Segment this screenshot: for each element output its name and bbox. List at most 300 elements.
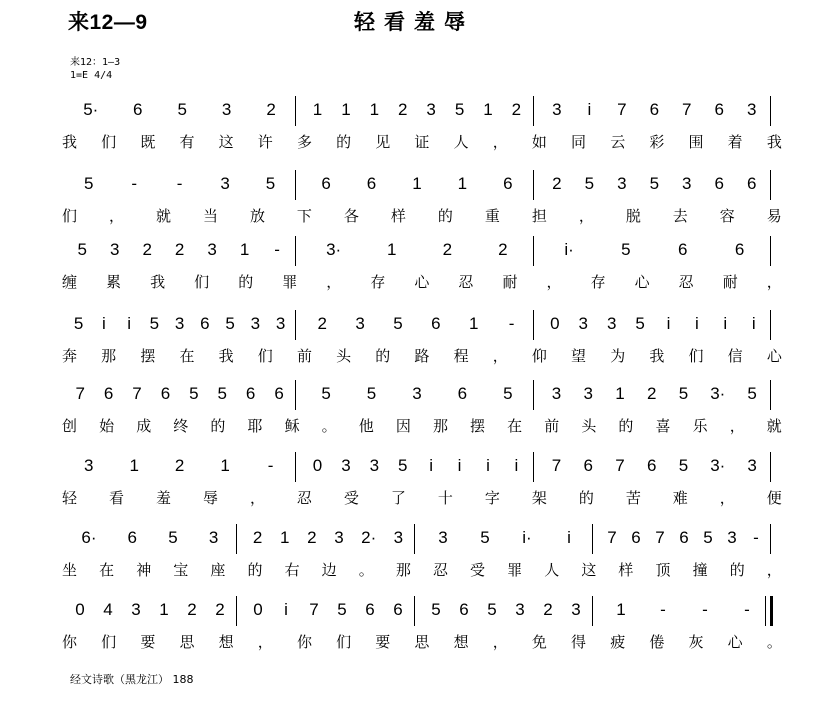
lyric-char: 彩 (649, 133, 665, 151)
lyric-char: 在 (179, 347, 195, 365)
note: - (702, 600, 708, 619)
note: 5 (480, 528, 490, 547)
lyric-char: 证 (414, 133, 430, 151)
note: 2 (317, 314, 327, 333)
scripture-reference: 来12：1—3 (70, 57, 121, 68)
music-system (62, 452, 782, 518)
note: 0 (75, 600, 85, 619)
note: 3 (369, 456, 380, 475)
note: 1 (220, 456, 230, 475)
note: 5 (487, 600, 497, 619)
note: 5 (83, 174, 94, 193)
note: 6 (457, 384, 468, 403)
note: 1 (312, 100, 323, 119)
lyric-char: 乐 (692, 417, 708, 435)
note: 1 (279, 528, 290, 547)
note: 3· (710, 456, 726, 475)
lyric-char: 的 (247, 561, 263, 579)
song-title: 轻看羞辱 (354, 9, 474, 34)
note: 7 (682, 100, 692, 119)
note: 7 (551, 456, 562, 475)
lyric-char: 易 (766, 207, 782, 225)
note: 5 (635, 314, 645, 333)
note: 6 (103, 384, 114, 403)
lyric-char: 得 (571, 633, 587, 651)
note: - (660, 600, 666, 619)
lyric-char: 了 (390, 489, 406, 507)
note: 5 (77, 240, 87, 259)
lyric-char: 仰 (531, 347, 547, 365)
lyric-char: 放 (249, 207, 265, 225)
barline (770, 170, 771, 200)
lyrics-line (62, 271, 782, 293)
lyric-char: 信 (727, 347, 743, 365)
note: 6· (81, 528, 97, 547)
measure (422, 524, 590, 552)
music-system (62, 170, 782, 236)
lyric-char: 容 (719, 207, 735, 225)
lyric-char: 各 (343, 207, 359, 225)
note: 6 (321, 174, 331, 193)
note: 5 (225, 314, 235, 333)
music-system (62, 524, 782, 590)
lyric-char: 头 (336, 347, 352, 365)
note: 4 (103, 600, 113, 619)
note: 2 (174, 456, 185, 475)
measure (303, 96, 530, 124)
note: 5 (454, 100, 465, 119)
final-barline-thin (765, 596, 766, 626)
lyric-char: 座 (210, 561, 226, 579)
lyric-char: 重 (484, 207, 500, 225)
lyric-char: 因 (395, 417, 411, 435)
note: 2 (442, 240, 453, 259)
note: i (514, 456, 519, 475)
note: 3 (426, 100, 436, 119)
note: 3 (109, 240, 120, 259)
note: 2 (142, 240, 152, 259)
barline (414, 524, 415, 554)
lyric-char: 我 (649, 347, 665, 365)
lyric-char: 我 (62, 133, 78, 151)
lyric-char: 我 (766, 133, 782, 151)
note: 5 (393, 314, 403, 333)
lyric-char: 的 (578, 489, 594, 507)
note: i (429, 456, 434, 475)
note: 1 (469, 314, 479, 333)
note: 5 (703, 528, 713, 547)
measure (303, 380, 530, 408)
note: 7 (75, 384, 85, 403)
lyric-char: 担 (531, 207, 547, 225)
lyric-char: 字 (484, 489, 500, 507)
note: 3 (552, 100, 562, 119)
note: 0 (312, 456, 323, 475)
note: 3 (334, 528, 344, 547)
lyric-char: 耐 (502, 273, 518, 291)
note: 3 (275, 314, 286, 333)
note: - (176, 174, 183, 193)
note: 1 (615, 384, 625, 403)
note: 1 (369, 100, 380, 119)
lyrics-line (62, 131, 782, 153)
note: 6 (200, 314, 210, 333)
barline (592, 524, 593, 554)
lyric-char: 宝 (173, 561, 189, 579)
lyrics-line (62, 631, 782, 653)
lyric-char: 人 (544, 561, 560, 579)
lyrics-line (62, 345, 782, 367)
lyric-char: 他 (358, 417, 374, 435)
note: 5 (366, 384, 377, 403)
music-system (62, 236, 782, 302)
note: 5 (584, 174, 595, 193)
lyric-char: ， (257, 633, 273, 651)
lyric-char: 脱 (625, 207, 641, 225)
lyric-char: 人 (453, 133, 469, 151)
note: 3 (682, 174, 692, 193)
measure (541, 452, 768, 480)
lyric-char: 架 (531, 489, 547, 507)
lyric-char: 忍 (296, 489, 312, 507)
lyric-char: 耐 (722, 273, 738, 291)
lyric-char: 羞 (155, 489, 171, 507)
note: 5 (265, 174, 276, 193)
lyric-char: 思 (179, 633, 195, 651)
note: 3 (551, 384, 562, 403)
note: i (486, 456, 490, 475)
measure (303, 236, 530, 264)
note: 6 (503, 174, 513, 193)
measure (541, 380, 768, 408)
barline (533, 452, 534, 482)
note: 3 (515, 600, 525, 619)
note: 2 (646, 384, 657, 403)
note: 3 (355, 314, 365, 333)
note: 1 (341, 100, 351, 119)
note: 3 (208, 528, 219, 547)
lyric-char: 望 (571, 347, 587, 365)
note: 5 (189, 384, 199, 403)
lyric-char: 你 (296, 633, 312, 651)
note: 5 (431, 600, 441, 619)
lyric-char: 既 (140, 133, 156, 151)
lyric-char: 就 (155, 207, 171, 225)
note: 5 (149, 314, 160, 333)
lyric-char: 神 (136, 561, 152, 579)
lyric-char: 创 (62, 417, 78, 435)
lyric-char: 终 (173, 417, 189, 435)
note: 5 (73, 314, 84, 333)
barline (770, 452, 771, 482)
note: 6 (459, 600, 469, 619)
lyric-char: 辱 (202, 489, 218, 507)
measure (600, 524, 768, 552)
lyric-char: ， (729, 417, 745, 435)
note: 3 (393, 528, 404, 547)
barline (770, 236, 771, 266)
note: i (666, 314, 671, 333)
note: 1 (483, 100, 493, 119)
lyric-char: 样 (390, 207, 406, 225)
note: 6 (714, 100, 724, 119)
lyric-char: 心 (634, 273, 650, 291)
note: 5 (168, 528, 178, 547)
note: 2 (543, 600, 553, 619)
barline (770, 380, 771, 410)
note: 3 (606, 314, 617, 333)
lyric-char: 灰 (688, 633, 704, 651)
lyric-char: 十 (437, 489, 453, 507)
lyric-char: 要 (140, 633, 156, 651)
note: 6 (393, 600, 403, 619)
measure (303, 170, 530, 198)
lyric-char: 。 (358, 561, 374, 579)
lyric-char: 前 (296, 347, 312, 365)
lyric-char: 这 (218, 133, 234, 151)
measure (66, 170, 293, 198)
lyric-char: 受 (343, 489, 359, 507)
note: i (695, 314, 699, 333)
lyric-char: 的 (238, 273, 254, 291)
lyric-char: 心 (766, 347, 782, 365)
note: 2 (552, 174, 562, 193)
lyric-char: 那 (395, 561, 411, 579)
lyric-char: 为 (610, 347, 626, 365)
lyric-char: 在 (507, 417, 523, 435)
lyric-char: 我 (150, 273, 166, 291)
note: 5 (678, 384, 689, 403)
lyric-char: 摆 (470, 417, 486, 435)
lyric-char: 头 (581, 417, 597, 435)
barline (533, 310, 534, 340)
note: i (751, 314, 756, 333)
measure (600, 596, 768, 624)
note: 6 (583, 456, 593, 475)
lyric-char: 下 (296, 207, 312, 225)
note: i (723, 314, 728, 333)
lyric-char: ， (546, 273, 562, 291)
note: 5 (649, 174, 660, 193)
note: 3 (221, 100, 232, 119)
lyric-char: 顶 (655, 561, 671, 579)
lyric-char: 心 (414, 273, 430, 291)
lyric-char: 耶 (247, 417, 263, 435)
barline (236, 596, 237, 626)
note: 3 (578, 314, 588, 333)
music-system (62, 596, 782, 662)
lyric-char: 们 (688, 347, 704, 365)
note: i (567, 528, 571, 547)
note: 1 (412, 174, 422, 193)
note: 6 (365, 600, 375, 619)
note: 1 (159, 600, 169, 619)
lyric-char: 缠 (62, 273, 78, 291)
music-system (62, 310, 782, 376)
note: i (284, 600, 288, 619)
note: 2 (498, 240, 508, 259)
note: 3 (571, 600, 581, 619)
note: 3 (583, 384, 593, 403)
lyric-char: 许 (257, 133, 273, 151)
barline (295, 170, 296, 200)
note: 6 (649, 100, 660, 119)
lyric-char: 就 (766, 417, 782, 435)
lyric-char: 你 (62, 633, 78, 651)
lyric-char: 受 (470, 561, 486, 579)
note: 3 (746, 100, 757, 119)
note: i· (522, 528, 532, 547)
note: 2 (398, 100, 408, 119)
lyric-char: 路 (414, 347, 430, 365)
lyric-char: 的 (437, 207, 453, 225)
lyric-char: 们 (101, 633, 117, 651)
note: 6 (160, 384, 171, 403)
note: - (267, 456, 274, 475)
note: 3 (174, 314, 185, 333)
lyric-char: 着 (727, 133, 743, 151)
song-number: 来12—9 (68, 11, 148, 34)
lyric-char: 们 (336, 633, 352, 651)
lyric-char: 喜 (655, 417, 671, 435)
lyric-char: 去 (672, 207, 688, 225)
lyric-char: 同 (571, 133, 587, 151)
note: 6 (746, 174, 757, 193)
note: 7 (607, 528, 617, 547)
lyric-char: 我 (218, 347, 234, 365)
note: 6 (133, 100, 143, 119)
note: 7 (617, 100, 627, 119)
note: 5 (321, 384, 331, 403)
lyric-char: 罪 (507, 561, 523, 579)
barline (236, 524, 237, 554)
note: 1 (129, 456, 139, 475)
lyric-char: 看 (108, 489, 124, 507)
lyric-char: 。 (321, 417, 337, 435)
lyric-char: 如 (531, 133, 547, 151)
note: 1 (457, 174, 468, 193)
lyric-char: 轻 (62, 489, 78, 507)
note: 2 (252, 528, 263, 547)
lyric-char: 们 (62, 207, 78, 225)
lyric-char: ， (249, 489, 265, 507)
lyric-char: ， (719, 489, 735, 507)
measure (541, 170, 768, 198)
note: 7 (309, 600, 319, 619)
note: 0 (253, 600, 263, 619)
lyric-char: 苦 (625, 489, 641, 507)
measure (244, 524, 412, 552)
lyric-char: 要 (375, 633, 391, 651)
lyric-char: 成 (136, 417, 152, 435)
lyric-char: ， (492, 133, 508, 151)
note: 1 (387, 240, 397, 259)
lyrics-line (62, 559, 782, 581)
note: 2 (511, 100, 522, 119)
lyric-char: ， (492, 347, 508, 365)
measure (303, 452, 530, 480)
note: 7 (655, 528, 665, 547)
note: 2 (187, 600, 197, 619)
measure (541, 310, 768, 338)
key-signature: 1=E 4/4 (70, 70, 113, 81)
barline (295, 96, 296, 126)
lyric-char: 。 (766, 633, 782, 651)
lyric-char: 程 (453, 347, 469, 365)
lyric-char: 的 (618, 417, 634, 435)
note: - (131, 174, 137, 193)
lyric-char: 样 (618, 561, 634, 579)
lyric-char: 疲 (610, 633, 626, 651)
note: 3· (710, 384, 726, 403)
barline (414, 596, 415, 626)
note: - (274, 240, 280, 259)
note: 3 (220, 174, 230, 193)
measure (66, 452, 293, 480)
note: - (508, 314, 515, 333)
note: 5 (177, 100, 187, 119)
note: 6 (646, 456, 657, 475)
lyric-char: 罪 (282, 273, 298, 291)
measure (66, 524, 234, 552)
note: 3· (326, 240, 342, 259)
measure (66, 236, 293, 264)
lyric-char: 那 (432, 417, 448, 435)
note: 6 (677, 240, 688, 259)
lyric-char: 围 (688, 133, 704, 151)
barline (770, 96, 771, 126)
measure (66, 596, 234, 624)
measure (541, 236, 768, 264)
lyric-char: 们 (194, 273, 210, 291)
measure (66, 96, 293, 124)
lyric-char: 前 (544, 417, 560, 435)
note: 3 (131, 600, 141, 619)
note: 5 (678, 456, 689, 475)
lyric-char: 的 (729, 561, 745, 579)
lyric-char: 便 (766, 489, 782, 507)
note: 3 (250, 314, 261, 333)
note: i (101, 314, 106, 333)
lyric-char: 多 (296, 133, 312, 151)
note: 1 (616, 600, 626, 619)
lyric-char: 存 (590, 273, 606, 291)
note: i (587, 100, 592, 119)
lyric-char: 忍 (458, 273, 474, 291)
note: 2 (174, 240, 185, 259)
lyric-char: ， (108, 207, 124, 225)
note: 6 (245, 384, 256, 403)
note: 3 (412, 384, 422, 403)
barline (533, 236, 534, 266)
barline (533, 96, 534, 126)
lyric-char: 累 (106, 273, 122, 291)
lyric-char: 的 (336, 133, 352, 151)
barline (295, 452, 296, 482)
note: 5 (398, 456, 408, 475)
lyric-char: 这 (581, 561, 597, 579)
note: 2 (307, 528, 317, 547)
lyric-char: 存 (370, 273, 386, 291)
barline (533, 380, 534, 410)
note: 7 (132, 384, 142, 403)
note: 3 (727, 528, 737, 547)
lyric-char: 难 (672, 489, 688, 507)
note: i· (564, 240, 574, 259)
note: 3 (617, 174, 627, 193)
lyric-char: 撞 (692, 561, 708, 579)
note: 6 (431, 314, 441, 333)
